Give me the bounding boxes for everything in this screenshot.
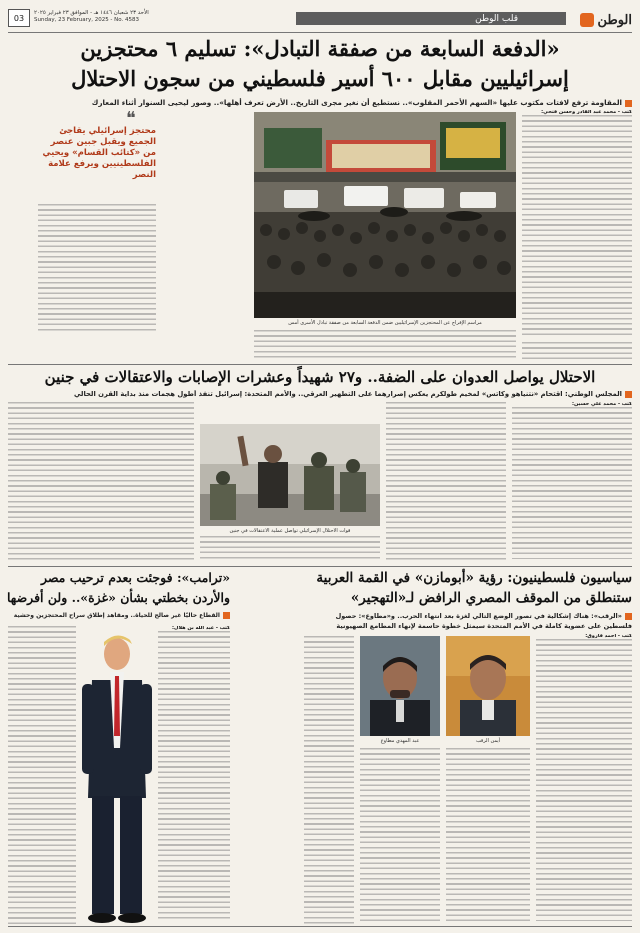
story3-column-2 <box>446 748 530 924</box>
story1-pull-quote: محتجز إسرائيلي يقاجئ الجميع ويقبل جبين عنصر من «كتائب القسام» ويحيي الفلسطينيين ويرفع علامة النصر <box>42 126 156 180</box>
story2-headline: الاحتلال يواصل العدوان على الضفة.. و٢٧ شهيداً وعشرات الإصابات والاعتقالات في جنين <box>44 368 596 386</box>
story3-subhead-line1 <box>236 612 632 620</box>
body-text <box>38 204 156 334</box>
story4-subhead-text: القطاع حاليًا غير صالح للحياة.. ومقاهد إطلاق سراح المحتجزين وحشية <box>13 612 220 619</box>
story1-subhead-text: المقاومة ترفع لافتات مكتوب عليها «السهم الأحمر المقلوب».. نستطيع أن نغير مجرى التاريخ.. الأرض تعرف أهلها».. وصور ليحيى السنوار أثناء المعارك <box>91 98 622 107</box>
story3-column-3 <box>360 748 440 924</box>
story2-column-left <box>8 402 194 562</box>
body-text <box>158 631 230 921</box>
page-number: 03 <box>8 9 30 27</box>
bullet-icon <box>223 612 230 619</box>
story4-subhead <box>8 612 230 619</box>
body-text <box>304 636 354 924</box>
body-text <box>446 748 530 924</box>
story2-subhead <box>8 390 632 398</box>
divider <box>8 926 632 927</box>
story4-photo-trump <box>80 628 154 924</box>
body-text <box>200 536 380 562</box>
newspaper-page <box>8 6 632 927</box>
divider <box>8 32 632 33</box>
story3-photo1 <box>446 636 530 736</box>
body-text <box>512 407 632 559</box>
bullet-icon <box>625 100 632 107</box>
story3-byline: كتب - أحمد فاروق: <box>585 634 632 639</box>
story2-subhead-text: المجلس الوطني: اقتحام «نتنياهو وكاتس» لمخيم طولكرم يعكس إصرارهما على التطهير العرقي.. والأمم المتحدة: إسرائيل تنفذ أطول هجمات منذ بداية القرن الحالي <box>74 390 622 398</box>
bullet-icon <box>625 391 632 398</box>
story1-column-middle <box>38 204 156 334</box>
story3-photo2 <box>360 636 440 736</box>
story1-headline-line2: إسرائيليين مقابل ٦٠٠ أسير فلسطيني من سجون الاحتلال <box>71 66 569 91</box>
story2-photo-caption: قوات الاحتلال الإسرائيلي تواصل عملية الاعتقالات في جنين <box>229 528 351 534</box>
story3-column-right <box>536 634 632 924</box>
body-text <box>8 626 76 924</box>
story2-column-2 <box>386 402 506 562</box>
body-text <box>254 330 516 360</box>
bullet-icon <box>625 613 632 620</box>
story2-column-right <box>512 402 632 562</box>
body-text <box>360 748 440 924</box>
story3-subhead-line2: فلسطين على عضوية كاملة في الأمم المتحدة سيمثل خطوة حاسمة لإنهاء المطامع الصهيونية <box>336 622 632 630</box>
story3-photo1-caption: أيمن الرقب <box>475 738 501 744</box>
story1-photo-caption: مراسم الإفراج عن المحتجزين الإسرائيليين ضمن الدفعة السابعة من صفقة تبادل الأسرى أمس <box>288 320 482 326</box>
story3-headline-line1: سياسيون فلسطينيون: رؤية «أبومازن» في القمة العربية <box>316 570 632 586</box>
story1-column-right-end <box>522 342 632 360</box>
story3-subhead-text1: «الرقب»: هناك إشكالية في تصور الوضع التالي لغزة بعد انتهاء الحرب.. و«مطاوع»: حصول <box>335 612 622 620</box>
story1-column-right <box>522 110 632 340</box>
story4-headline-line2: والأردن بخطتي بشأن «غزة».. ولن أفرضها <box>7 590 230 605</box>
story3-headline-line2: ستنطلق من الموقف المصري الرافض لـ«التهجير» <box>350 590 632 606</box>
story1-byline: كتب - محمد عبد القادر وحسن فتحي: <box>541 110 632 115</box>
story2-byline: كتب - محمد علي حسين: <box>572 402 632 407</box>
story3-photo2-caption: عبد المهدي مطاوع <box>380 738 420 744</box>
section-band <box>296 12 566 25</box>
logo <box>574 10 632 30</box>
divider <box>8 364 632 365</box>
dateline <box>34 10 154 24</box>
story2-column-3-bottom <box>200 536 380 562</box>
story1-column-bottom <box>254 330 516 360</box>
body-text <box>522 342 632 360</box>
divider <box>8 566 632 567</box>
logo-text: الوطن <box>597 12 632 28</box>
logo-mark-icon <box>580 13 594 27</box>
section-title: قلب الوطن <box>475 13 518 24</box>
story2-photo <box>200 424 380 526</box>
story4-headline-line1: «ترامب»: فوجئت بعدم ترحيب مصر <box>40 570 230 585</box>
story3-column-4 <box>304 636 354 924</box>
story4-byline: كتب - عبد الله بن هلال: <box>171 626 230 631</box>
story4-column-left <box>8 626 76 924</box>
quote-icon: ❝ <box>126 108 136 129</box>
body-text <box>536 639 632 921</box>
body-text <box>522 115 632 337</box>
dateline-english: Sunday, 23 February, 2025 - No. 4583 <box>34 17 140 23</box>
story4-column-right <box>158 626 230 924</box>
story1-headline-line1: «الدفعة السابعة من صفقة التبادل»: تسليم ٦ محتجزين <box>80 36 560 61</box>
masthead <box>8 6 632 32</box>
story1-photo <box>254 112 516 318</box>
body-text <box>8 402 194 562</box>
body-text <box>386 402 506 562</box>
story1-subhead <box>8 98 632 107</box>
dateline-arabic: الأحد ٢٣ شعبان ١٤٤٦ هـ - الموافق ٢٣ فبراير ٢٠٢٥ <box>34 10 149 16</box>
